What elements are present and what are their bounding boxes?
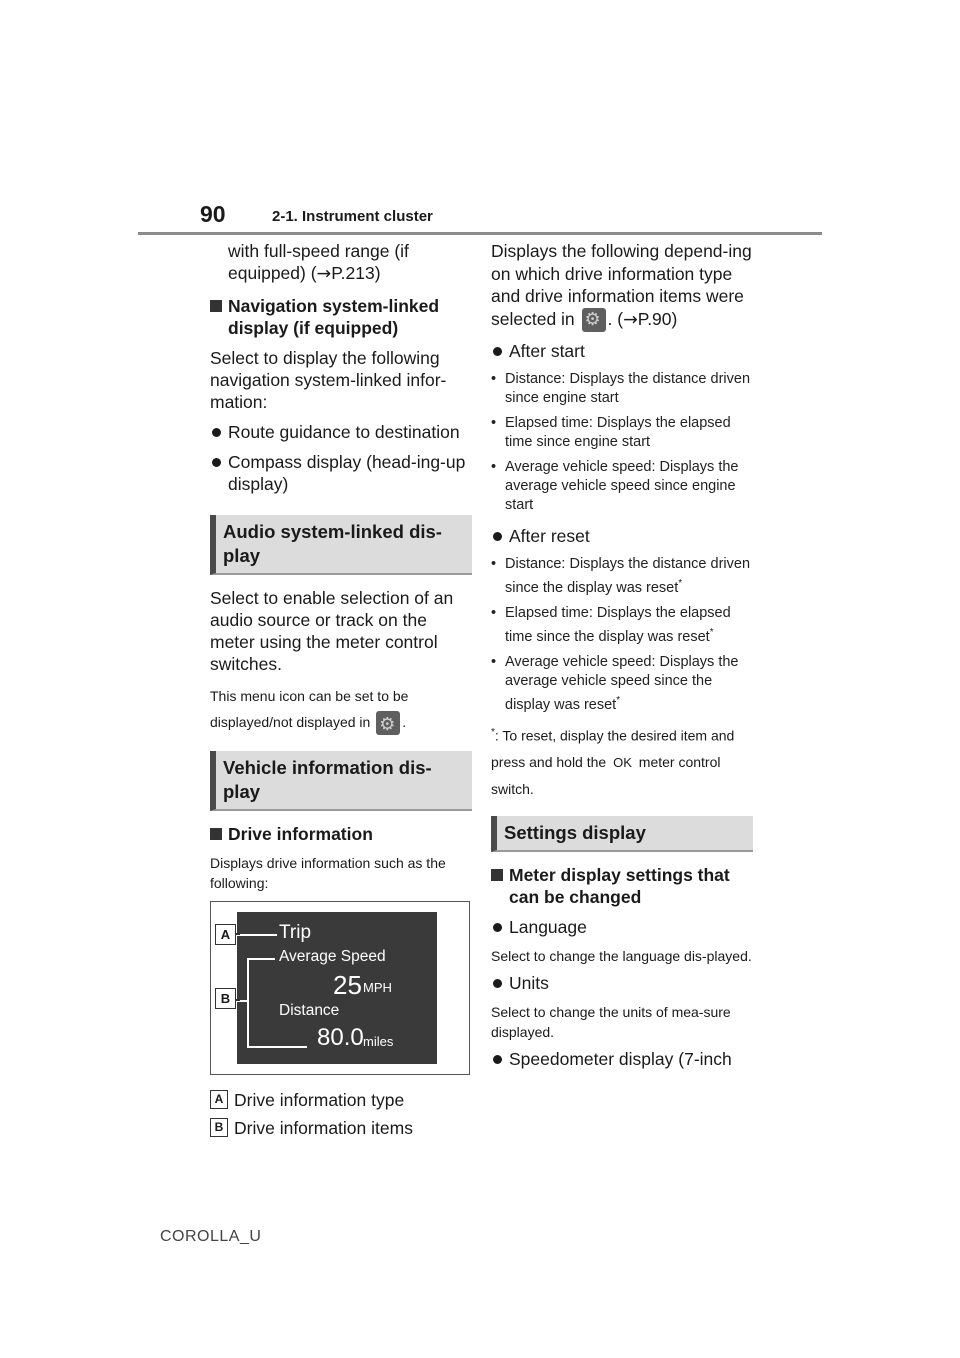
caption-a-text: Drive information type <box>234 1090 405 1111</box>
asterisk: * <box>616 694 621 706</box>
label-b: B <box>215 988 236 1009</box>
intro-text: Displays the following depend-ing on which drive information type and drive information items were selected in <box>491 241 752 329</box>
arrow-icon: → <box>316 264 332 284</box>
page-number: 90 <box>200 201 226 227</box>
header-rule <box>138 232 822 235</box>
bullet-text: Route guidance to destination <box>228 422 460 442</box>
section-title: 2-1. Instrument cluster <box>272 208 433 225</box>
connector-b <box>236 999 240 1001</box>
audio-note-text: This menu icon can be set to be displayed/not displayed in <box>210 688 409 730</box>
cont-line2-pre: equipped) ( <box>228 263 317 283</box>
list-item-text: Distance: Displays the distance driven since the display was reset <box>505 555 751 596</box>
callout-line-b-bottom <box>247 1046 307 1048</box>
bullet-icon <box>212 458 221 467</box>
asterisk: * <box>491 727 495 739</box>
list-item: • Elapsed time: Displays the elapsed time since engine start <box>491 414 731 450</box>
list-item: • Distance: Displays the distance driven since the display was reset* <box>491 555 751 596</box>
reset-note <box>491 720 753 802</box>
gear-icon <box>376 711 400 735</box>
drive-desc: Displays drive information such as the following: <box>210 855 446 892</box>
units-text: Units <box>509 973 549 994</box>
page-ref-link[interactable]: P.90) <box>637 308 678 329</box>
screen-speed-value: 25 <box>333 970 362 1001</box>
audio-note-end: . <box>402 714 407 730</box>
callout-line-b-top <box>247 958 275 960</box>
asterisk: * <box>709 626 714 638</box>
meter-title-text: Meter display settings that can be changed <box>509 865 730 908</box>
drive-subtitle <box>210 823 472 845</box>
after-start-bullet <box>491 340 753 362</box>
meter-screen <box>237 912 437 1064</box>
meter-subtitle <box>491 864 753 908</box>
screen-distance-value: 80.0 <box>317 1024 364 1052</box>
caption-b-text: Drive information items <box>234 1118 413 1139</box>
units-desc: Select to change the units of mea-sure displayed. <box>491 1004 731 1041</box>
page-ref-link[interactable]: P.213) <box>331 263 381 283</box>
language-bullet <box>491 916 753 938</box>
screen-trip: Trip <box>279 922 312 944</box>
nav-bullet-1 <box>210 421 472 443</box>
caption-a-key: A <box>210 1090 228 1109</box>
label-a: A <box>215 924 236 945</box>
intro-post1: . ( <box>607 308 624 329</box>
right-intro <box>491 240 753 332</box>
square-bullet-icon <box>210 828 222 840</box>
after-reset-text: After reset <box>509 525 590 546</box>
screen-avg-speed: Average Speed <box>279 948 386 966</box>
note-post: meter control switch. <box>491 754 721 798</box>
audio-note <box>210 683 472 735</box>
connector-a <box>236 933 240 935</box>
speedometer-bullet <box>491 1048 753 1070</box>
nav-subtitle <box>210 295 472 339</box>
nav-bullet-2 <box>210 451 472 495</box>
bullet-icon <box>493 923 502 932</box>
screen-speed-unit: MPH <box>363 980 392 996</box>
list-item: • Elapsed time: Displays the elapsed time since the display was reset* <box>491 604 731 645</box>
list-item-text: Elapsed time: Displays the elapsed time since engine start <box>505 414 731 450</box>
speedo-text: Speedometer display (7-inch <box>509 1049 732 1070</box>
ok-button-label: OK <box>613 755 632 771</box>
right-column <box>491 240 753 1078</box>
drive-info-diagram <box>210 901 470 1075</box>
caption-a <box>210 1089 472 1111</box>
bullet-icon <box>493 1055 502 1064</box>
bullet-icon <box>493 979 502 988</box>
audio-heading: Audio system-linked dis-play <box>210 515 472 575</box>
nav-title-text: Navigation system-linked display (if equipped) <box>228 296 440 338</box>
left-column <box>210 240 472 1145</box>
continued-text <box>210 240 472 285</box>
list-item-text: Distance: Displays the distance driven since engine start <box>505 370 751 406</box>
list-item-text: Elapsed time: Displays the elapsed time since the display was reset <box>505 604 731 645</box>
bullet-icon <box>493 347 502 356</box>
square-bullet-icon <box>491 869 503 881</box>
list-item: • Average vehicle speed: Displays the average vehicle speed since engine start <box>491 458 739 513</box>
bullet-icon <box>493 532 502 541</box>
square-bullet-icon <box>210 300 222 312</box>
list-item: • Average vehicle speed: Displays the average vehicle speed since the display was reset* <box>491 653 739 713</box>
note-text: : To reset, display the desired item and press and hold the <box>491 728 735 771</box>
bullet-text: Compass display (head-ing-up display) <box>228 452 466 494</box>
units-bullet <box>491 972 753 994</box>
nav-desc: Select to display the following navigation system-linked infor-mation: <box>210 348 447 412</box>
list-item: • Distance: Displays the distance driven since engine start <box>491 370 751 406</box>
drive-title-text: Drive information <box>228 824 373 845</box>
audio-desc: Select to enable selection of an audio source or track on the meter using the meter control switches. <box>210 588 454 674</box>
asterisk: * <box>678 577 683 589</box>
footer-model: COROLLA_U <box>160 1228 262 1245</box>
callout-line-b-vert <box>247 958 249 1046</box>
bullet-icon <box>212 428 221 437</box>
after-start-text: After start <box>509 340 585 361</box>
screen-distance: Distance <box>279 1002 340 1020</box>
arrow-icon: → <box>623 309 638 330</box>
list-item-text: Average vehicle speed: Displays the average vehicle speed since the display was reset <box>505 653 739 713</box>
gear-icon <box>582 308 606 332</box>
settings-heading: Settings display <box>491 816 753 852</box>
language-text: Language <box>509 917 587 938</box>
cont-line1: with full-speed range (if <box>228 241 409 261</box>
screen-distance-unit: miles <box>363 1034 394 1050</box>
callout-line-a <box>237 934 277 936</box>
after-reset-bullet <box>491 525 753 547</box>
language-desc: Select to change the language dis-played. <box>491 948 752 965</box>
caption-b <box>210 1117 472 1139</box>
vehicle-heading: Vehicle information dis-play <box>210 751 472 811</box>
list-item-text: Average vehicle speed: Displays the average vehicle speed since engine start <box>505 458 739 513</box>
caption-b-key: B <box>210 1118 228 1137</box>
